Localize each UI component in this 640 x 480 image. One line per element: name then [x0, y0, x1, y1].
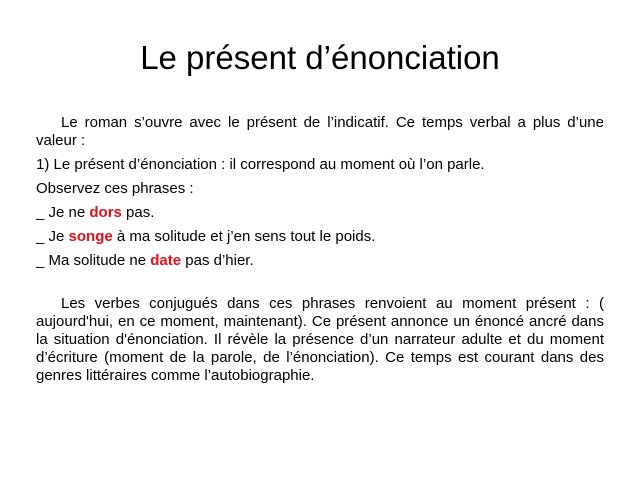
observe-line: Observez ces phrases : [36, 180, 194, 197]
example-1 [36, 204, 604, 222]
example-text-before: _ Je [36, 228, 69, 245]
example-text-after: à ma solitude et j’en sens tout le poids. [112, 228, 376, 245]
highlighted-verb: songe [68, 228, 113, 245]
example-text-after: pas d’hier. [181, 252, 254, 269]
slide-title: Le présent d’énonciation [140, 39, 500, 76]
example-text-before: _ Je ne [36, 204, 90, 221]
example-3 [36, 252, 604, 270]
intro-paragraph: Le roman s’ouvre avec le présent de l’indicatif. Ce temps verbal a plus d’une valeur : [36, 114, 604, 149]
point-1: 1) Le présent d’énonciation : il correspond au moment où l’on parle. [36, 156, 485, 173]
example-2 [36, 228, 604, 246]
slide-body [36, 114, 604, 385]
example-text-after: pas. [121, 204, 155, 221]
highlighted-verb: dors [89, 204, 122, 221]
conclusion-paragraph: Les verbes conjugués dans ces phrases renvoient au moment présent : ( aujourd'hui, en ce moment, maintenant). Ce présent annonce un énoncé ancré dans la situation d'énonciation. Il révèle la présence d’un narrateur adulte et du moment d’écriture (moment de la parole, de l’énonciation). Ce temps est courant dans des genres littéraires comme l’autobiographie. [36, 295, 604, 384]
example-text-before: _ Ma solitude ne [36, 252, 151, 269]
highlighted-verb: date [150, 252, 182, 269]
